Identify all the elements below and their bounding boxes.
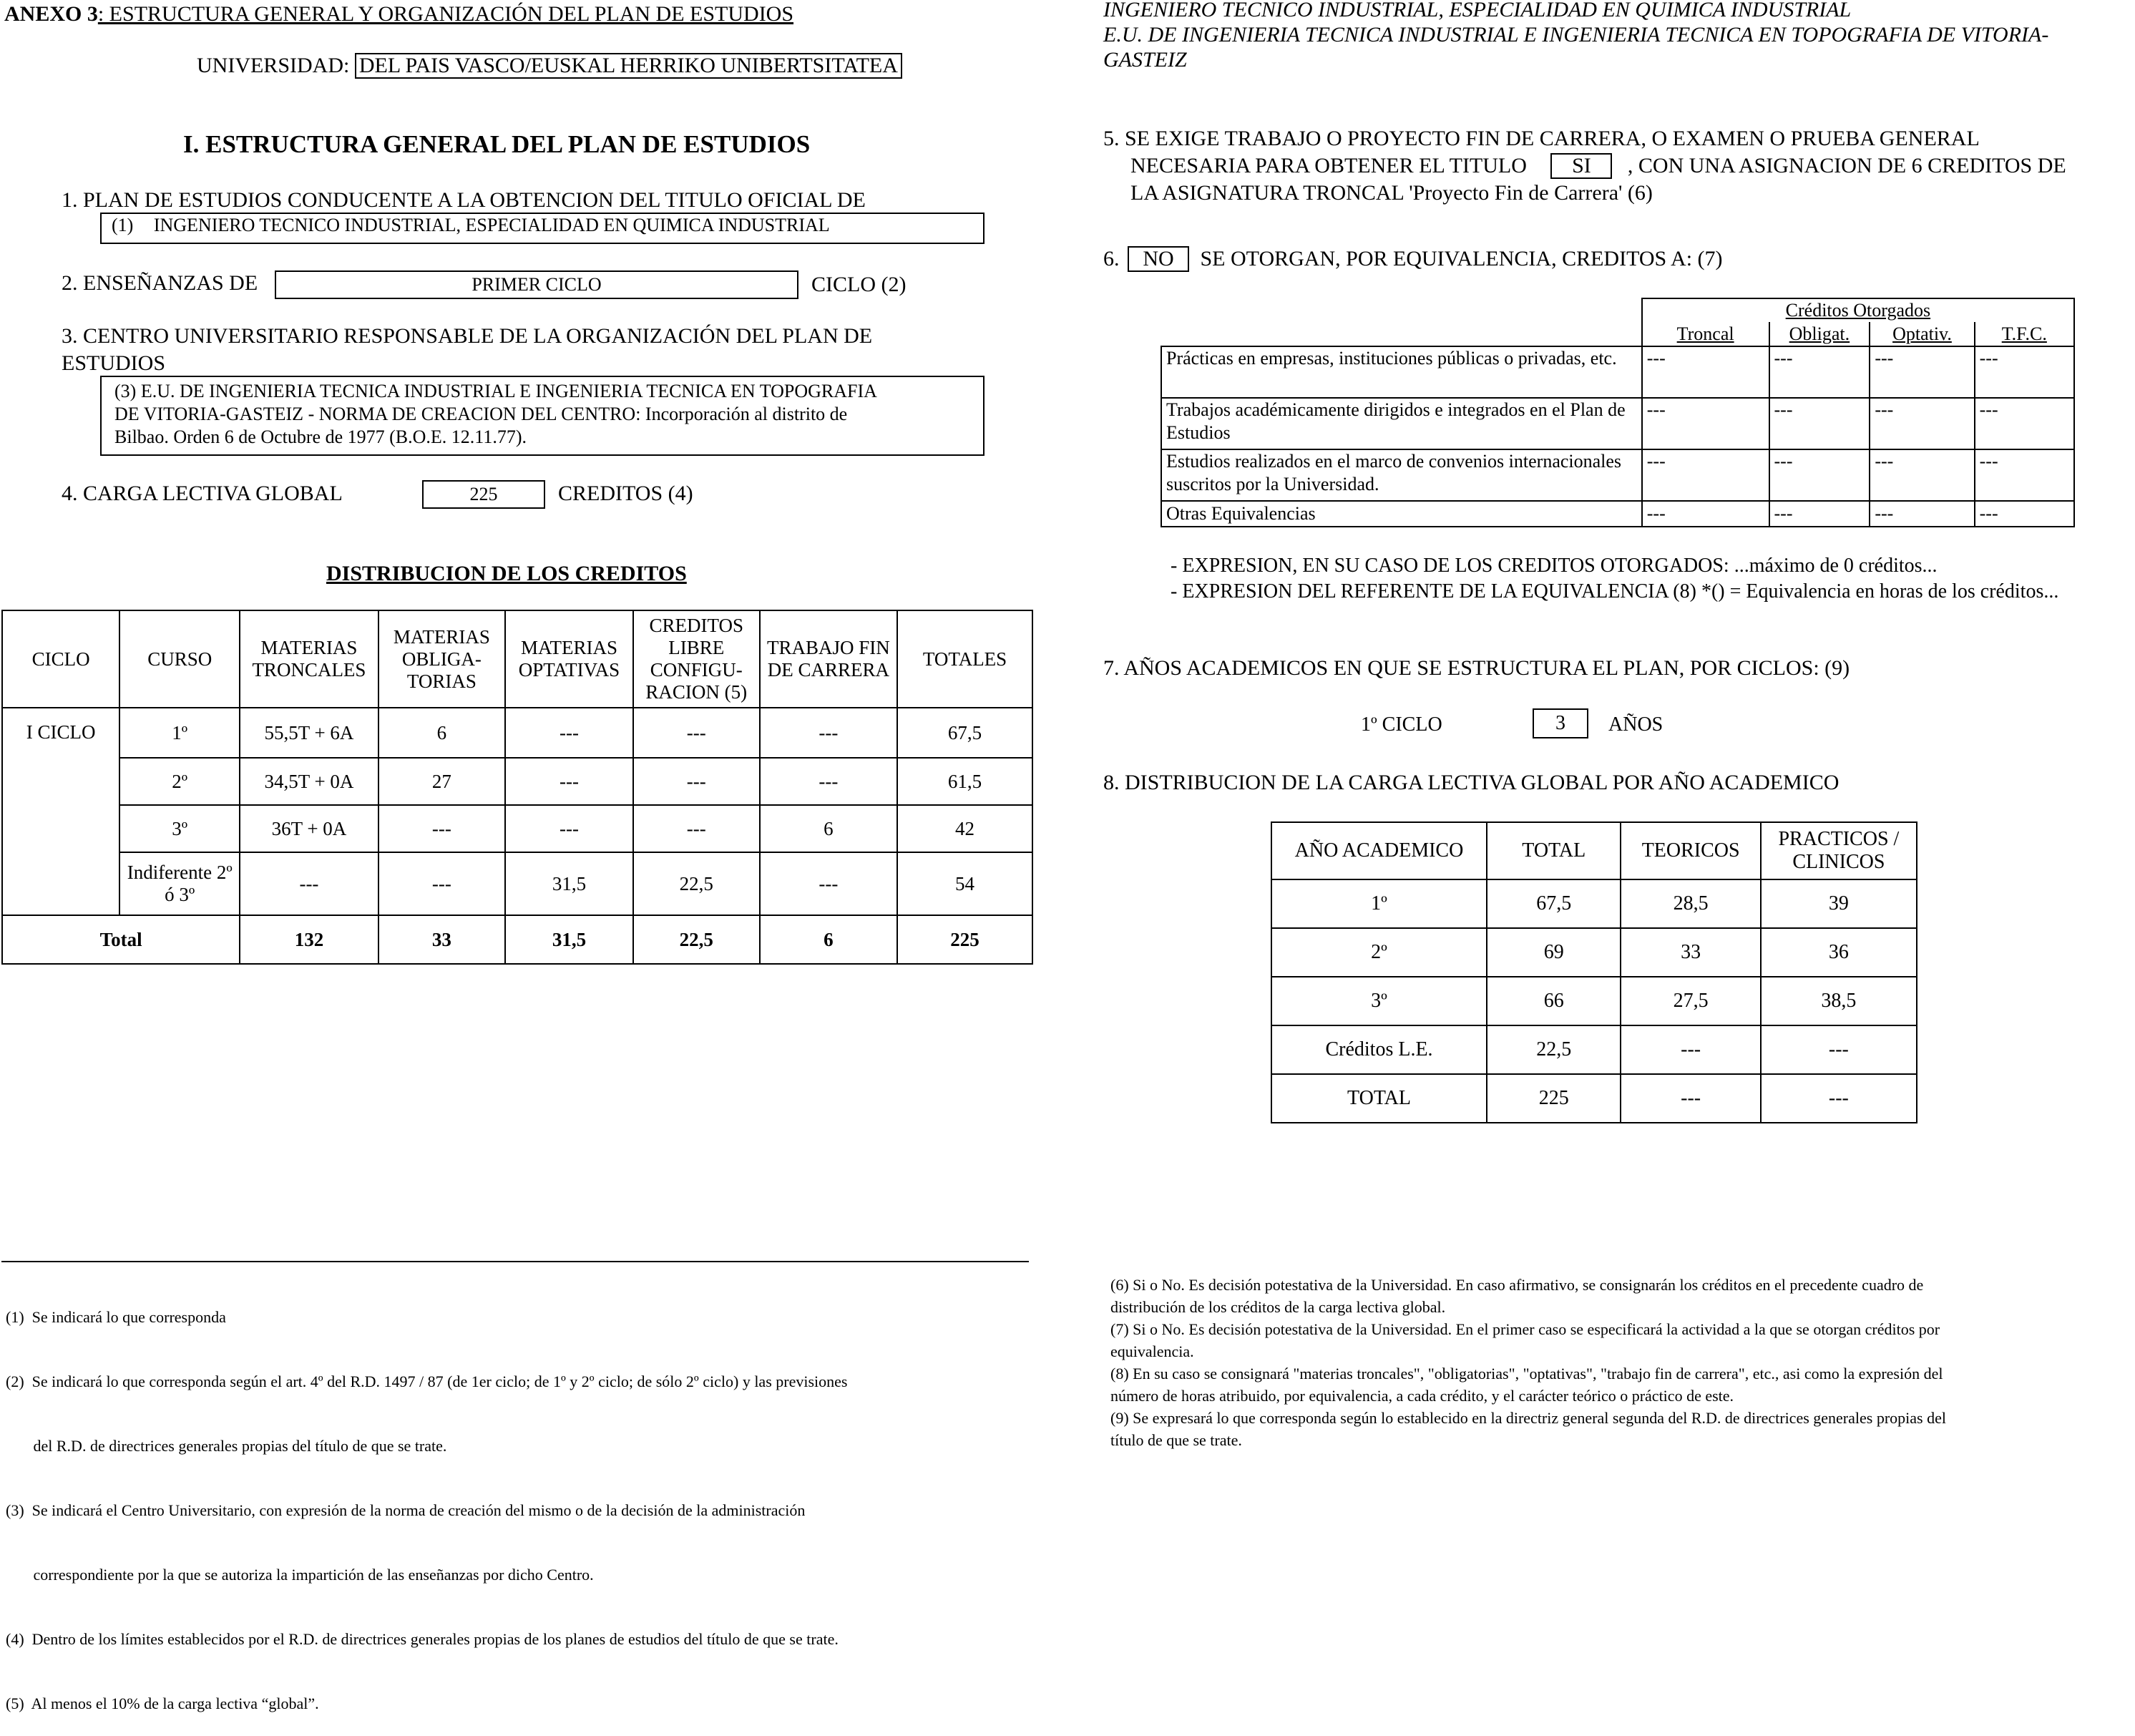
equiv-col-optativ: Optativ. xyxy=(1870,322,1974,346)
table-cell: --- xyxy=(1621,1074,1760,1123)
table-cell: --- xyxy=(1769,346,1870,398)
table-cell: 66 xyxy=(1487,977,1621,1025)
item5-line2 xyxy=(1130,153,2066,179)
table-row xyxy=(1271,1074,1917,1123)
table-cell: --- xyxy=(1642,501,1769,527)
item5-text-a: NECESARIA PARA OBTENER EL TITULO xyxy=(1130,154,1527,177)
item6-line xyxy=(1103,246,1723,272)
table-cell: Créditos L.E. xyxy=(1271,1025,1487,1074)
table-cell: 6 xyxy=(378,708,506,758)
item7-value: 3 xyxy=(1533,708,1588,738)
item8-label: 8. DISTRIBUCION DE LA CARGA LECTIVA GLOBAL POR AÑO ACADEMICO xyxy=(1103,771,1840,794)
equiv-col-troncal: Troncal xyxy=(1642,322,1769,346)
item3-label-line2: ESTUDIOS xyxy=(62,351,166,375)
dist-ciclo-cell: I CICLO xyxy=(2,708,119,915)
item7-ciclo: 1º CICLO xyxy=(1361,713,1442,736)
equiv-col-obligat: Obligat. xyxy=(1769,322,1870,346)
table-cell: --- xyxy=(240,852,378,915)
table-cell: 225 xyxy=(1487,1074,1621,1123)
table-cell: 132 xyxy=(240,915,378,964)
table-cell: 6 xyxy=(760,915,897,964)
table-row xyxy=(1271,879,1917,928)
item4-suffix: CREDITOS (4) xyxy=(558,482,693,505)
table-cell: --- xyxy=(505,708,633,758)
table-cell: 55,5T + 6A xyxy=(240,708,378,758)
footnote: (8) En su caso se consignará "materias troncales", "obligatorias", "optativas", "trabajo fin de carrera", etc., asi como la expresión del xyxy=(1110,1365,1943,1383)
footnote: del R.D. de directrices generales propias del título de que se trate. xyxy=(6,1437,447,1455)
item7-suffix: AÑOS xyxy=(1608,713,1663,736)
table-cell: 33 xyxy=(378,915,506,964)
table-cell: --- xyxy=(1870,449,1974,501)
item7-label: 7. AÑOS ACADEMICOS EN QUE SE ESTRUCTURA EL PLAN, POR CICLOS: (9) xyxy=(1103,656,1850,680)
table-cell: 27 xyxy=(378,758,506,805)
dist-header-ciclo: CICLO xyxy=(2,610,119,708)
table-cell: 39 xyxy=(1761,879,1917,928)
dist-header-totales: TOTALES xyxy=(897,610,1032,708)
item1-box xyxy=(100,213,985,244)
university-label: UNIVERSIDAD: xyxy=(197,54,350,77)
table-row xyxy=(2,852,1032,915)
equiv-table xyxy=(1161,298,2075,527)
item3-box xyxy=(100,376,985,456)
table-row xyxy=(2,758,1032,805)
table-cell: TOTAL xyxy=(1271,1074,1487,1123)
expr-referente: - EXPRESION DEL REFERENTE DE LA EQUIVALENCIA (8) *() = Equivalencia en horas de los créditos... xyxy=(1171,580,2059,603)
table-cell: 1º xyxy=(119,708,240,758)
right-header xyxy=(1103,0,2048,72)
item6-prefix: 6. xyxy=(1103,247,1120,270)
annex-heading xyxy=(4,1,793,27)
item1-note: (1) xyxy=(112,215,134,235)
item6-text: SE OTORGAN, POR EQUIVALENCIA, CREDITOS A: (7) xyxy=(1200,247,1723,270)
table-cell: --- xyxy=(1761,1074,1917,1123)
table-cell: --- xyxy=(760,708,897,758)
footnote: (7) Si o No. Es decisión potestativa de la Universidad. En el primer caso se especificará la actividad a la que se otorgan créditos por xyxy=(1110,1320,1940,1338)
footnote: (9) Se expresará lo que corresponda según lo establecido en la directriz general segunda del R.D. de directrices generales propias del xyxy=(1110,1409,1946,1427)
table-cell: 27,5 xyxy=(1621,977,1760,1025)
table-cell: --- xyxy=(1642,346,1769,398)
equiv-header-group-row xyxy=(1161,298,2074,322)
equiv-row-label: Trabajos académicamente dirigidos e integrados en el Plan de Estudios xyxy=(1161,398,1642,449)
table-cell: 34,5T + 0A xyxy=(240,758,378,805)
table-cell: --- xyxy=(1769,449,1870,501)
table-cell: 61,5 xyxy=(897,758,1032,805)
table-row xyxy=(1271,1025,1917,1074)
table-cell: --- xyxy=(1975,449,2074,501)
footnote: número de horas atribuido, por equivalencia, a cada crédito, y el carácter teórico o práctico de este. xyxy=(1110,1387,1734,1405)
item5-line1: 5. SE EXIGE TRABAJO O PROYECTO FIN DE CARRERA, O EXAMEN O PRUEBA GENERAL xyxy=(1103,127,1980,150)
table-cell: 67,5 xyxy=(1487,879,1621,928)
dist-total-label: Total xyxy=(2,915,240,964)
table-row xyxy=(2,708,1032,758)
table-cell: --- xyxy=(1621,1025,1760,1074)
item2-label: 2. ENSEÑANZAS DE xyxy=(62,271,258,295)
equiv-row-label: Prácticas en empresas, instituciones públicas o privadas, etc. xyxy=(1161,346,1642,398)
footnote: (6) Si o No. Es decisión potestativa de la Universidad. En caso afirmativo, se consignarán los créditos en el precedente cuadro de xyxy=(1110,1276,1924,1294)
footnote: (3) Se indicará el Centro Universitario, con expresión de la norma de creación del mismo o de la decisión de la administración xyxy=(6,1501,806,1519)
table-cell: --- xyxy=(505,758,633,805)
table-cell: 54 xyxy=(897,852,1032,915)
item5-value: SI xyxy=(1550,153,1612,179)
anio-header-practicos: PRACTICOS / CLINICOS xyxy=(1761,822,1917,879)
university-line xyxy=(197,53,902,79)
dist-header-troncales: MATERIAS TRONCALES xyxy=(240,610,378,708)
footnote: (2) Se indicará lo que corresponda según el art. 4º del R.D. 1497 / 87 (de 1er ciclo; de 1º y 2º ciclo; de sólo 2º ciclo) y las previsiones xyxy=(6,1372,848,1390)
item1-label: 1. PLAN DE ESTUDIOS CONDUCENTE A LA OBTENCION DEL TITULO OFICIAL DE xyxy=(62,188,866,212)
table-cell: --- xyxy=(760,758,897,805)
table-cell: --- xyxy=(1870,501,1974,527)
table-cell: --- xyxy=(1975,501,2074,527)
anio-header-teoricos: TEORICOS xyxy=(1621,822,1760,879)
table-cell: 3º xyxy=(1271,977,1487,1025)
table-cell: --- xyxy=(1642,449,1769,501)
dist-header-curso: CURSO xyxy=(119,610,240,708)
table-cell: 6 xyxy=(760,805,897,852)
footnote: equivalencia. xyxy=(1110,1342,1194,1360)
table-cell: 22,5 xyxy=(1487,1025,1621,1074)
table-cell: 22,5 xyxy=(633,852,760,915)
dist-table xyxy=(1,610,1033,965)
table-cell: --- xyxy=(1769,501,1870,527)
item5-text-b: , CON UNA ASIGNACION DE 6 CREDITOS DE xyxy=(1627,154,2066,177)
table-row xyxy=(1271,928,1917,977)
annex-title: : ESTRUCTURA GENERAL Y ORGANIZACIÓN DEL PLAN DE ESTUDIOS xyxy=(97,2,794,26)
anio-header-year: AÑO ACADEMICO xyxy=(1271,822,1487,879)
expr-otorgados: - EXPRESION, EN SU CASO DE LOS CREDITOS OTORGADOS: ...máximo de 0 créditos... xyxy=(1171,555,1938,577)
item1-value: INGENIERO TECNICO INDUSTRIAL, ESPECIALIDAD EN QUIMICA INDUSTRIAL xyxy=(153,215,830,235)
item4-value: 225 xyxy=(422,480,545,509)
item3-label-line1: 3. CENTRO UNIVERSITARIO RESPONSABLE DE LA ORGANIZACIÓN DEL PLAN DE xyxy=(62,324,873,348)
dist-title: DISTRIBUCION DE LOS CREDITOS xyxy=(326,562,687,585)
university-value: DEL PAIS VASCO/EUSKAL HERRIKO UNIBERTSITATEA xyxy=(355,53,902,79)
table-cell: --- xyxy=(760,852,897,915)
item3-line1: (3) E.U. DE INGENIERIA TECNICA INDUSTRIAL E INGENIERIA TECNICA EN TOPOGRAFIA xyxy=(114,381,877,401)
anio-header-total: TOTAL xyxy=(1487,822,1621,879)
item2-value: PRIMER CICLO xyxy=(275,270,798,299)
table-cell: --- xyxy=(1975,398,2074,449)
right-header-line1: INGENIERO TECNICO INDUSTRIAL, ESPECIALIDAD EN QUIMICA INDUSTRIAL xyxy=(1103,0,1852,21)
table-cell: 225 xyxy=(897,915,1032,964)
table-cell: 38,5 xyxy=(1761,977,1917,1025)
table-cell: --- xyxy=(505,805,633,852)
anio-header-row xyxy=(1271,822,1917,879)
dist-header-obligatorias: MATERIAS OBLIGA- TORIAS xyxy=(378,610,506,708)
item2-suffix: CICLO (2) xyxy=(811,273,907,296)
anio-table xyxy=(1271,821,1917,1123)
table-cell: --- xyxy=(1642,398,1769,449)
footnote: (5) Al menos el 10% de la carga lectiva “global”. xyxy=(6,1694,319,1712)
right-header-line2: E.U. DE INGENIERIA TECNICA INDUSTRIAL E INGENIERIA TECNICA EN TOPOGRAFIA DE VITORIA- xyxy=(1103,23,2049,47)
table-cell: Indiferente 2º ó 3º xyxy=(119,852,240,915)
dist-header-optativas: MATERIAS OPTATIVAS xyxy=(505,610,633,708)
table-cell: 22,5 xyxy=(633,915,760,964)
table-cell: 28,5 xyxy=(1621,879,1760,928)
item3-line3: Bilbao. Orden 6 de Octubre de 1977 (B.O.E. 12.11.77). xyxy=(114,426,527,447)
table-cell: --- xyxy=(1870,346,1974,398)
table-row xyxy=(2,805,1032,852)
footnote: distribución de los créditos de la carga lectiva global. xyxy=(1110,1298,1446,1316)
table-row xyxy=(1161,346,2074,398)
annex-label: ANEXO 3 xyxy=(4,2,98,26)
table-cell: --- xyxy=(633,758,760,805)
item6-value: NO xyxy=(1128,246,1189,272)
section-title: I. ESTRUCTURA GENERAL DEL PLAN DE ESTUDIOS xyxy=(183,130,811,158)
table-cell: --- xyxy=(378,852,506,915)
footnote: correspondiente por la que se autoriza la impartición de las enseñanzas por dicho Centro. xyxy=(6,1566,594,1584)
table-cell: 31,5 xyxy=(505,852,633,915)
table-row xyxy=(1161,449,2074,501)
table-row xyxy=(1161,398,2074,449)
table-cell: --- xyxy=(633,805,760,852)
table-cell: 2º xyxy=(1271,928,1487,977)
table-cell: --- xyxy=(1769,398,1870,449)
table-row xyxy=(1271,977,1917,1025)
table-cell: 1º xyxy=(1271,879,1487,928)
item3-line2: DE VITORIA-GASTEIZ - NORMA DE CREACION DEL CENTRO: Incorporación al distrito de xyxy=(114,404,848,424)
table-cell: --- xyxy=(1870,398,1974,449)
table-cell: 33 xyxy=(1621,928,1760,977)
dist-header-libre: CREDITOS LIBRE CONFIGU- RACION (5) xyxy=(633,610,760,708)
table-row-total xyxy=(2,915,1032,964)
table-cell: --- xyxy=(378,805,506,852)
dist-header-trabajo: TRABAJO FIN DE CARRERA xyxy=(760,610,897,708)
item4-label: 4. CARGA LECTIVA GLOBAL xyxy=(62,482,343,505)
equiv-col-tfc: T.F.C. xyxy=(1975,322,2074,346)
equiv-row-label: Otras Equivalencias xyxy=(1161,501,1642,527)
dist-header-row xyxy=(2,610,1032,708)
table-cell: 2º xyxy=(119,758,240,805)
table-cell: --- xyxy=(1975,346,2074,398)
footnote: título de que se trate. xyxy=(1110,1431,1242,1449)
footnote: (1) Se indicará lo que corresponda xyxy=(6,1308,226,1326)
table-cell: 67,5 xyxy=(897,708,1032,758)
left-footnotes xyxy=(6,1264,1029,1736)
footnote-divider xyxy=(1,1261,1029,1262)
footnote: (4) Dentro de los límites establecidos por el R.D. de directrices generales propias de los planes de estudios del título de que se trate. xyxy=(6,1630,839,1648)
table-cell: 36 xyxy=(1761,928,1917,977)
table-cell: 36T + 0A xyxy=(240,805,378,852)
table-cell: 42 xyxy=(897,805,1032,852)
equiv-corner xyxy=(1161,298,1642,346)
table-cell: 69 xyxy=(1487,928,1621,977)
item5-line3: LA ASIGNATURA TRONCAL 'Proyecto Fin de Carrera' (6) xyxy=(1130,181,1653,205)
table-cell: --- xyxy=(633,708,760,758)
table-cell: 31,5 xyxy=(505,915,633,964)
right-header-line3: GASTEIZ xyxy=(1103,48,1187,72)
table-cell: 3º xyxy=(119,805,240,852)
equiv-row-label: Estudios realizados en el marco de convenios internacionales suscritos por la Universidad. xyxy=(1161,449,1642,501)
table-cell: --- xyxy=(1761,1025,1917,1074)
table-row xyxy=(1161,501,2074,527)
right-footnotes xyxy=(1110,1274,2132,1451)
equiv-group-header: Créditos Otorgados xyxy=(1642,298,2074,322)
